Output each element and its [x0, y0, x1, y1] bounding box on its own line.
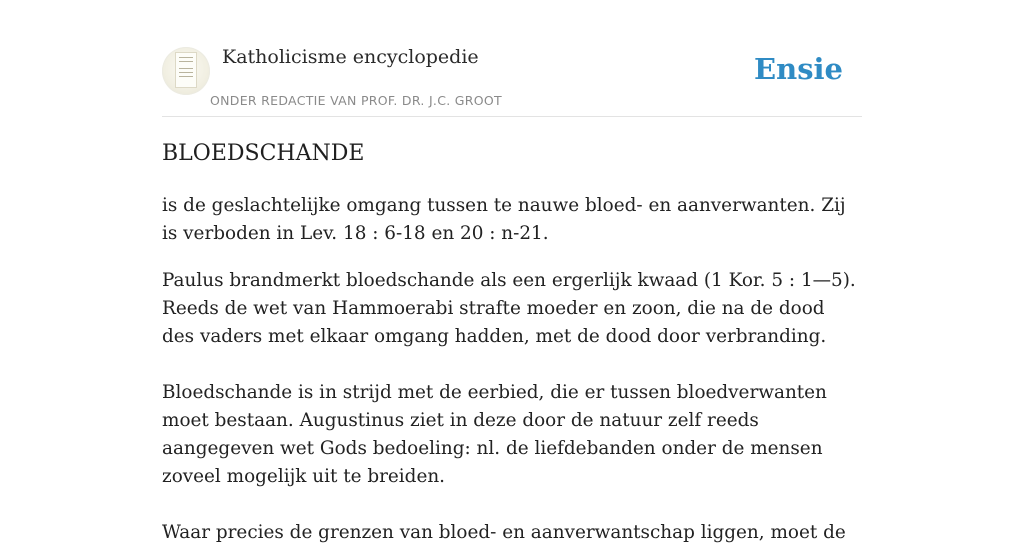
entry-paragraph: Bloedschande is in strijd met de eerbied, die er tussen bloedverwanten moet bestaan. Augustinus ziet in deze door de natuur zelf reeds aangegeven wet Gods bedoeling: nl. de liefdebanden onder de mensen zoveel mogelijk uit te breiden. [162, 382, 827, 487]
encyclopedia-title[interactable]: Katholicisme encyclopedie [222, 46, 479, 68]
page [162, 0, 862, 543]
entry-title: BLOEDSCHANDE [162, 141, 365, 166]
editor-subtitle: ONDER REDACTIE VAN PROF. DR. J.C. GROOT [210, 93, 502, 108]
entry-paragraph: is de geslachtelijke omgang tussen te nauwe bloed- en aanverwanten. Zij is verboden in Lev. 18 : 6-18 en 20 : n-21. [162, 195, 846, 244]
entry-body [162, 192, 862, 547]
book-cover [175, 52, 197, 88]
ensie-logo-link[interactable]: Ensie [754, 52, 843, 86]
entry-paragraph: Paulus brandmerkt bloedschande als een ergerlijk kwaad (1 Kor. 5 : 1—5). Reeds de wet van Hammoerabi strafte moeder en zoon, die na de dood des vaders met elkaar omgang hadden, met de dood door verbranding. [162, 270, 856, 347]
entry-paragraph: Waar precies de grenzen van bloed- en aanverwantschap liggen, moet de [162, 522, 846, 543]
book-cover-icon[interactable] [162, 47, 210, 95]
site-header [162, 0, 862, 117]
